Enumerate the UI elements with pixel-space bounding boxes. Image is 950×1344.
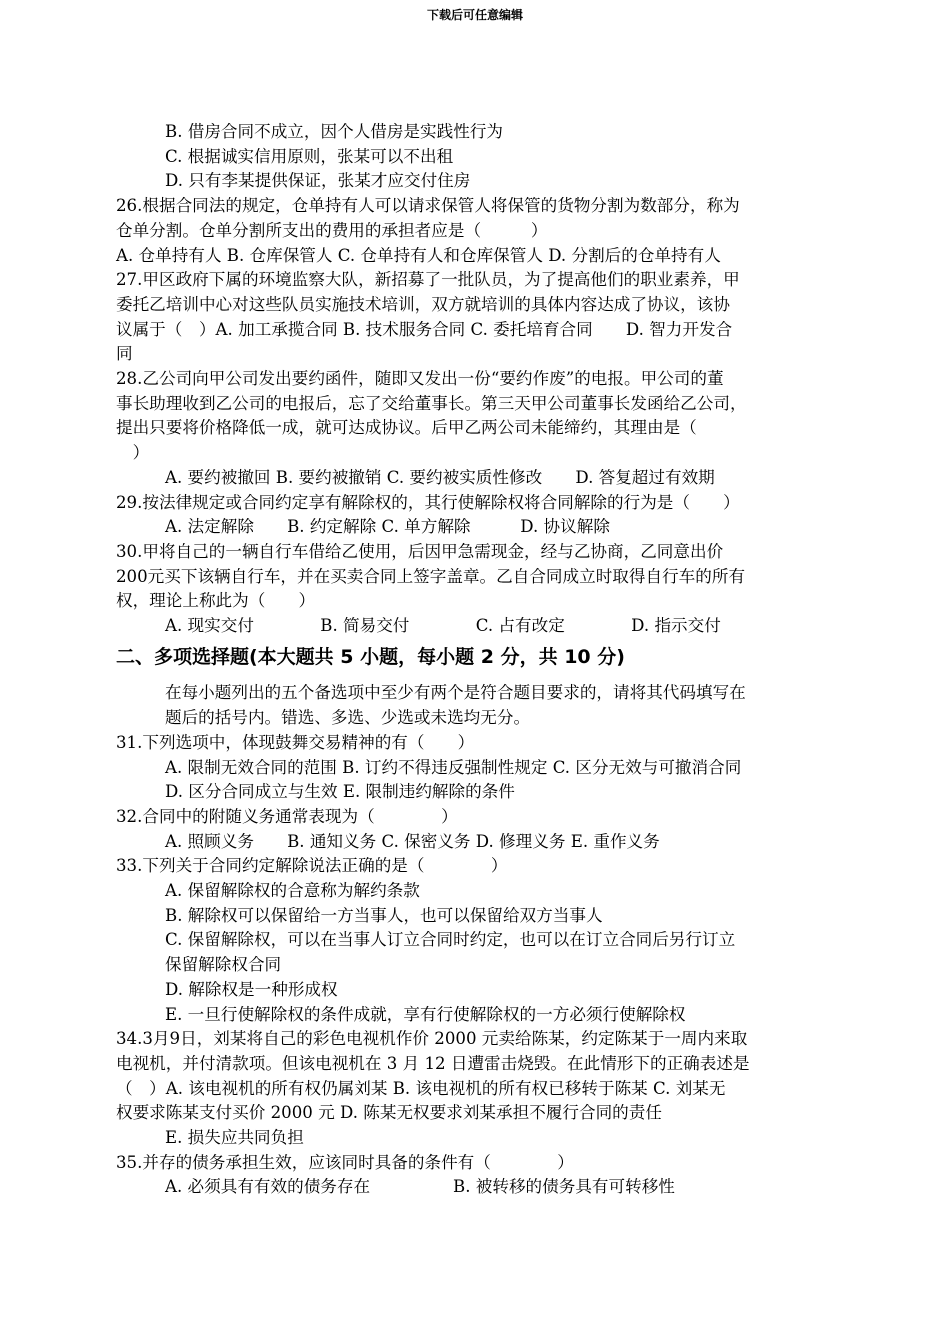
text-line: A. 法定解除 B. 约定解除 C. 单方解除 D. 协议解除 — [165, 517, 610, 537]
text-line: C. 根据诚实信用原则，张某可以不出租 — [165, 146, 454, 166]
text-line: 权要求陈某支付买价 2000 元 D. 陈某无权要求刘某承担不履行合同的责任 — [116, 1103, 662, 1123]
text-line: B. 解除权可以保留给一方当事人，也可以保留给双方当事人 — [165, 905, 603, 925]
text-line: 权，理论上称此为（ ） — [116, 591, 316, 611]
text-line: A. 照顾义务 B. 通知义务 C. 保密义务 D. 修理义务 E. 重作义务 — [165, 831, 660, 851]
text-line: 事长助理收到乙公司的电报后，忘了交给董事长。第三天甲公司董事长发函给乙公司， — [116, 393, 747, 413]
text-line: E. 损失应共同负担 — [165, 1128, 304, 1147]
text-line: A. 要约被撤回 B. 要约被撤销 C. 要约被实质性修改 D. 答复超过有效期 — [165, 467, 715, 487]
text-line: 题后的括号内。错选、多选、少选或未选均无分。 — [165, 708, 531, 728]
text-line: （ ）A. 该电视机的所有权仍属刘某 B. 该电视机的所有权已移转于陈某 C. 刘某无 — [116, 1078, 726, 1098]
text-line: 提出只要将价格降低一成，就可达成协议。后甲乙两公司未能缔约，其理由是（ — [116, 418, 697, 438]
text-line: 同 — [116, 344, 133, 364]
text-line: D. 只有李某提供保证，张某才应交付住房 — [165, 171, 471, 191]
text-line: 31.下列选项中，体现鼓舞交易精神的有（ ） — [116, 732, 475, 752]
text-line: A. 现实交付 B. 简易交付 C. 占有改定 D. 指示交付 — [165, 616, 721, 635]
text-line: A. 限制无效合同的范围 B. 订约不得违反强制性规定 C. 区分无效与可撤消合同 — [165, 757, 742, 777]
text-line: A. 保留解除权的合意称为解约条款 — [165, 881, 420, 900]
text-line: D. 区分合同成立与生效 E. 限制违约解除的条件 — [165, 782, 515, 802]
text-line: 33.下列关于合同约定解除说法正确的是（ ） — [116, 856, 508, 876]
text-line: A. 必须具有有效的债务存在 B. 被转移的债务具有可转移性 — [165, 1177, 675, 1197]
text-line: 30.甲将自己的一辆自行车借给乙使用，后因甲急需现金，经与乙协商，乙同意出价 — [116, 541, 724, 561]
text-line: 在每小题列出的五个备选项中至少有两个是符合题目要求的，请将其代码填写在 — [165, 683, 746, 703]
text-line: 26.根据合同法的规定，仓单持有人可以请求保管人将保管的货物分割为数部分，称为 — [116, 196, 740, 216]
text-line: 32.合同中的附随义务通常表现为（ ） — [116, 806, 458, 826]
text-line: 29.按法律规定或合同约定享有解除权的，其行使解除权将合同解除的行为是（ ） — [116, 492, 740, 512]
text-line: ） — [116, 443, 150, 463]
text-line: 27.甲区政府下属的环境监察大队，新招募了一批队员，为了提高他们的职业素养，甲 — [116, 270, 740, 290]
text-line: A. 仓单持有人 B. 仓库保管人 C. 仓单持有人和仓库保管人 D. 分割后的仓单持有人 — [116, 245, 721, 265]
text-line: B. 借房合同不成立，因个人借房是实践性行为 — [165, 122, 504, 141]
text-line: 28.乙公司向甲公司发出要约函件，随即又发出一份“要约作废”的电报。甲公司的董 — [116, 369, 724, 388]
text-line: D. 解除权是一种形成权 — [165, 979, 338, 999]
text-line: E. 一旦行使解除权的条件成就，享有行使解除权的一方必须行使解除权 — [165, 1004, 686, 1024]
text-line: 议属于（ ）A. 加工承揽合同 B. 技术服务合同 C. 委托培育合同 D. 智力开发合 — [116, 319, 733, 339]
text-line: 电视机，并付清款项。但该电视机在 3 月 12 日遭雷击烧毁。在此情形下的正确表述是 — [116, 1053, 750, 1073]
text-line: 200元买下该辆自行车，并在买卖合同上签字盖章。乙自合同成立时取得自行车的所有 — [116, 566, 746, 586]
text-line: 34.3月9日，刘某将自己的彩色电视机作价 2000 元卖给陈某，约定陈某于一周内来取 — [116, 1029, 748, 1049]
text-line: C. 保留解除权，可以在当事人订立合同时约定，也可以在订立合同后另行订立 — [165, 930, 736, 950]
section-heading: 二、多项选择题(本大题共 5 小题，每小题 2 分，共 10 分) — [116, 645, 625, 668]
text-line: 35.并存的债务承担生效，应该同时具备的条件有（ ） — [116, 1152, 574, 1172]
text-line: 仓单分割。仓单分割所支出的费用的承担者应是（ ） — [116, 220, 548, 240]
text-line: 保留解除权合同 — [165, 955, 282, 975]
page-header: 下载后可任意编辑 — [426, 8, 523, 22]
text-line: 委托乙培训中心对这些队员实施技术培训，双方就培训的具体内容达成了协议，该协 — [116, 294, 730, 314]
